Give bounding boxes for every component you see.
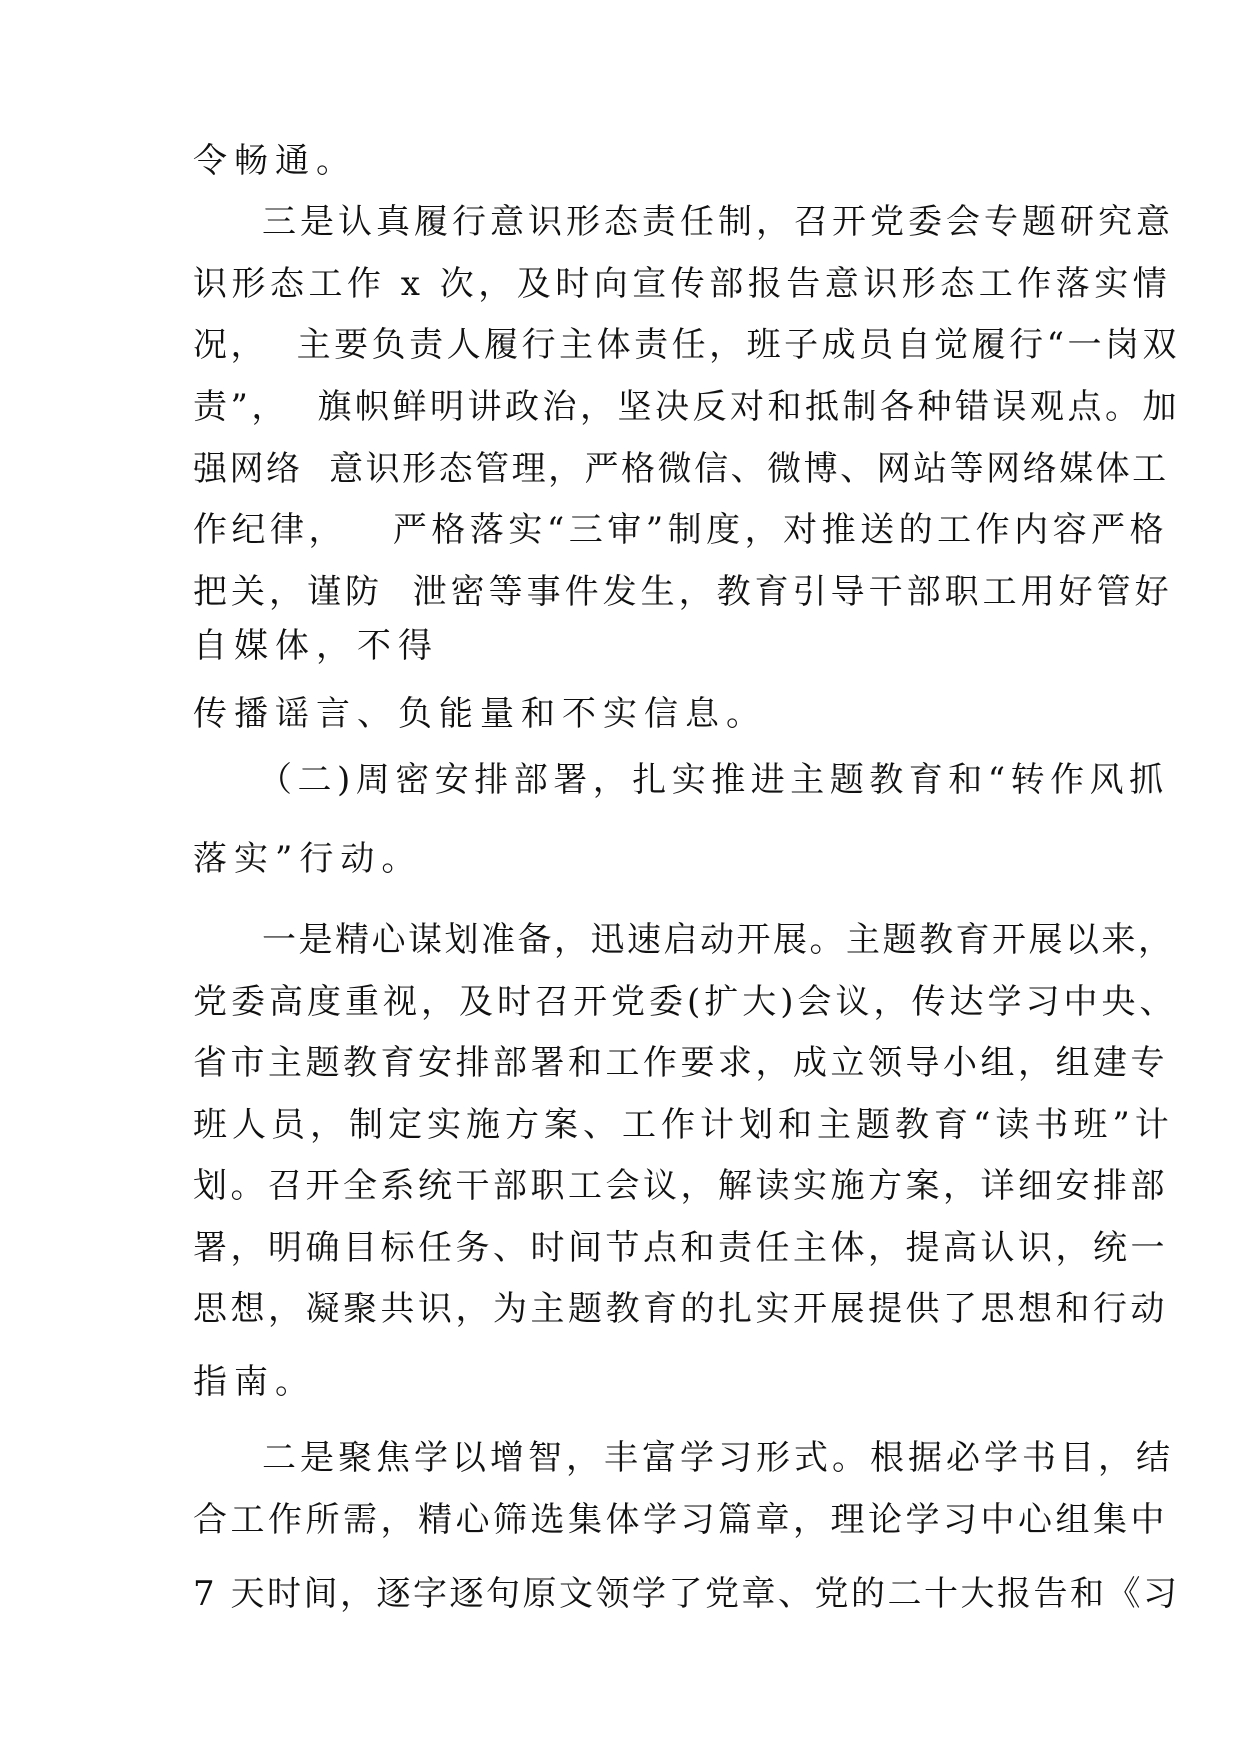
paragraph-line: 合工作所需，精心筛选集体学习篇章，理论学习中心组集中 [193, 1500, 1168, 1540]
section-heading: （二)周密安排部署，扎实推进主题教育和“转作风抓 [258, 760, 1169, 800]
section-heading-continued: 落实”行动。 [193, 839, 423, 879]
paragraph-line: 责”， 旗帜鲜明讲政治，坚决反对和抵制各种错误观点。加 [193, 387, 1180, 427]
paragraph-line: 自媒体，不得 [193, 626, 439, 666]
paragraph-line: 传播谣言、负能量和不实信息。 [193, 694, 767, 734]
paragraph-line: 况， 主要负责人履行主体责任，班子成员自觉履行“一岗双 [193, 325, 1180, 365]
paragraph-line: 二是聚焦学以增智，丰富学习形式。根据必学书目，结 [262, 1438, 1174, 1478]
paragraph-line: 识形态工作 x 次，及时向宣传部报告意识形态工作落实情 [193, 264, 1172, 304]
paragraph-line: 思想，凝聚共识，为主题教育的扎实开展提供了思想和行动 [193, 1289, 1168, 1329]
paragraph-line: 党委高度重视，及时召开党委(扩大)会议，传达学习中央、 [193, 982, 1178, 1022]
paragraph-line: 强网络 意识形态管理，严格微信、微博、网站等网络媒体工 [193, 449, 1169, 489]
paragraph-line: 班人员，制定实施方案、工作计划和主题教育“读书班”计 [193, 1105, 1174, 1145]
paragraph-line: 指南。 [193, 1362, 316, 1402]
paragraph-line: 署，明确目标任务、时间节点和责任主体，提高认识，统一 [193, 1228, 1168, 1268]
text-line: 令畅通。 [193, 141, 357, 181]
paragraph-line: 一是精心谋划准备，迅速启动开展。主题教育开展以来， [262, 920, 1175, 960]
paragraph-line: 把关，谨防 泄密等事件发生，教育引导干部职工用好管好 [193, 572, 1173, 612]
paragraph-line: 7 天时间，逐字逐句原文领学了党章、党的二十大报告和《习 [193, 1574, 1180, 1614]
paragraph-line: 三是认真履行意识形态责任制，召开党委会专题研究意 [262, 202, 1174, 242]
paragraph-line: 作纪律， 严格落实“三审”制度，对推送的工作内容严格 [193, 510, 1169, 550]
paragraph-line: 省市主题教育安排部署和工作要求，成立领导小组，组建专 [193, 1043, 1168, 1083]
paragraph-line: 划。召开全系统干部职工会议，解读实施方案，详细安排部 [193, 1166, 1168, 1206]
